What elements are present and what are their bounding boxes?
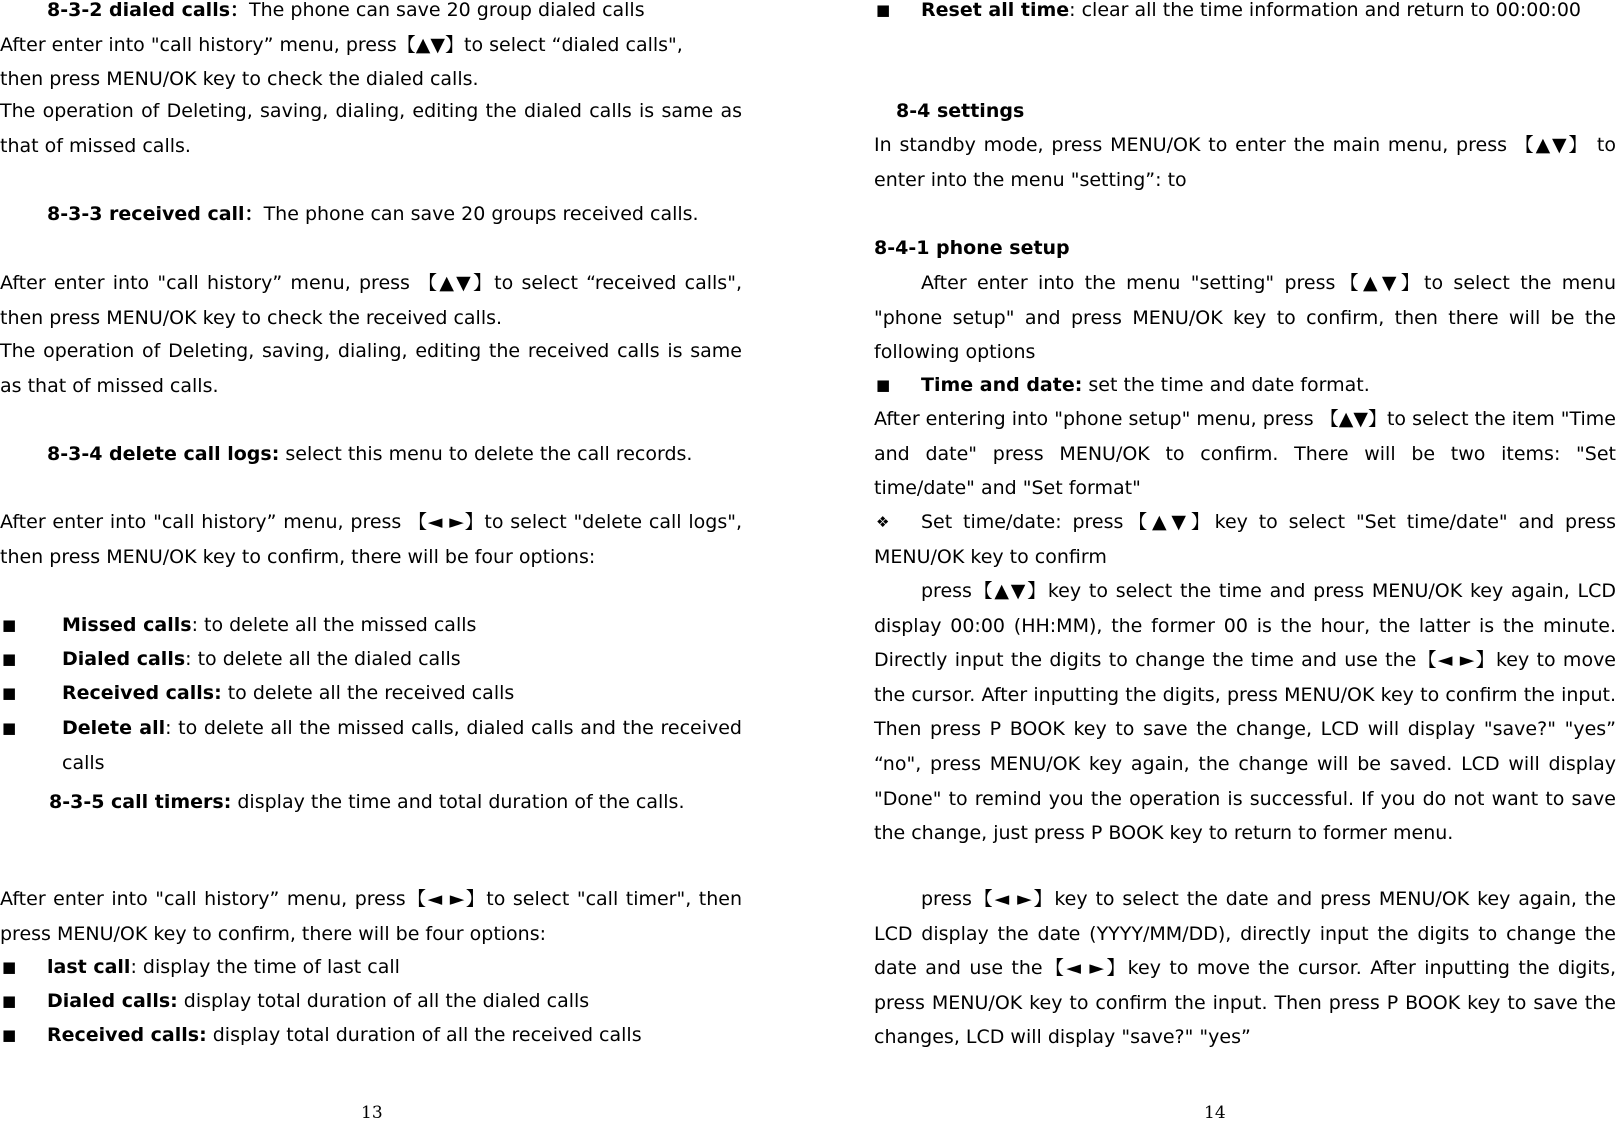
square-bullet-icon: ■ [2,684,17,702]
section-8-3-4 [0,437,742,472]
section-intro: display the time and total duration of the calls. [231,791,685,813]
square-bullet-icon: ■ [2,992,17,1010]
section-8-4-1 [874,231,1616,266]
paragraph: The operation of Deleting, saving, dialing, editing the received calls is same as that of missed calls. [0,340,742,397]
paragraph: After enter into "call history” menu, press 【▲▼】to select “received calls", then press MENU/OK key to check the received calls. [0,272,742,329]
diamond-bullet-icon: ❖ [876,513,890,531]
paragraph: After entering into "phone setup" menu, press 【▲▼】to select the item "Time and date" press MENU/OK to confirm. There will be two items: "Set time/date" and "Set format" [874,408,1616,500]
paragraph: After enter into the menu "setting" press【▲▼】to select the menu "phone setup" and press MENU/OK key to confirm, then there will be the following options [874,272,1616,364]
paragraph: press【▲▼】key to select the time and press MENU/OK key again, LCD display 00:00 (HH:MM), the former 00 is the hour, the latter is the minute. Directly input the digits to change the time and use the【◄ ►】key to move the cursor. After inputting the digits, press MENU/OK key to confirm the input. Then press P BOOK key to save the change, LCD will display "save?" "yes” “no", press MENU/OK key again, the change will be saved. LCD will display "Done" to remind you the operation is successful. If you do not want to save the change, just press P BOOK key to return to former menu. [874,580,1616,845]
paragraph: After enter into "call history” menu, press 【◄ ►】to select "delete call logs", then press MENU/OK key to confirm, there will be four options: [0,511,742,568]
section-heading: 8-3-3 received call： [47,203,264,225]
section-heading: 8-3-5 call timers: [49,791,232,813]
section-8-3-3 [0,197,742,232]
section-intro: The phone can save 20 groups received calls. [263,203,699,225]
section-8-3-2 [0,0,742,97]
paragraph-line: then press MENU/OK key to check the dialed calls. [0,68,479,91]
paragraph: press【◄ ►】key to select the date and press MENU/OK key again, the LCD display the date (YYYY/MM/DD), directly input the digits to change the date and use the【◄ ►】key to move the cursor. After inputting the digits, press MENU/OK key to confirm the input. Then press P BOOK key to save the changes, LCD will display "save?" "yes” [874,888,1616,1049]
page-number: 13 [361,1103,383,1123]
square-bullet-icon: ■ [876,376,891,394]
square-bullet-icon: ■ [2,616,17,634]
square-bullet-icon: ■ [2,958,17,976]
square-bullet-icon: ■ [2,719,17,737]
square-bullet-icon: ■ [2,1026,17,1044]
square-bullet-icon: ■ [2,650,17,668]
section-heading: 8-4 settings [896,100,1025,122]
section-heading: 8-4-1 phone setup [874,237,1070,259]
section-intro: The phone can save 20 group dialed calls [249,0,645,21]
section-heading: 8-3-2 dialed calls： [47,0,250,21]
section-8-4 [874,94,1616,129]
paragraph: The operation of Deleting, saving, dialing, editing the dialed calls is same as that of missed calls. [0,100,742,157]
section-intro: select this menu to delete the call records. [279,443,693,465]
section-heading: 8-3-4 delete call logs: [47,443,280,465]
paragraph-line: After enter into "call history” menu, press【▲▼】to select “dialed calls", [0,33,683,56]
section-8-3-5 [0,785,742,820]
paragraph: After enter into "call history” menu, press【◄ ►】to select "call timer", then press MENU/OK key to confirm, there will be four options: [0,888,742,945]
paragraph: In standby mode, press MENU/OK to enter the main menu, press 【▲▼】 to enter into the menu "setting”: to [874,134,1616,191]
page-number: 14 [1204,1103,1226,1123]
square-bullet-icon: ■ [876,1,891,19]
